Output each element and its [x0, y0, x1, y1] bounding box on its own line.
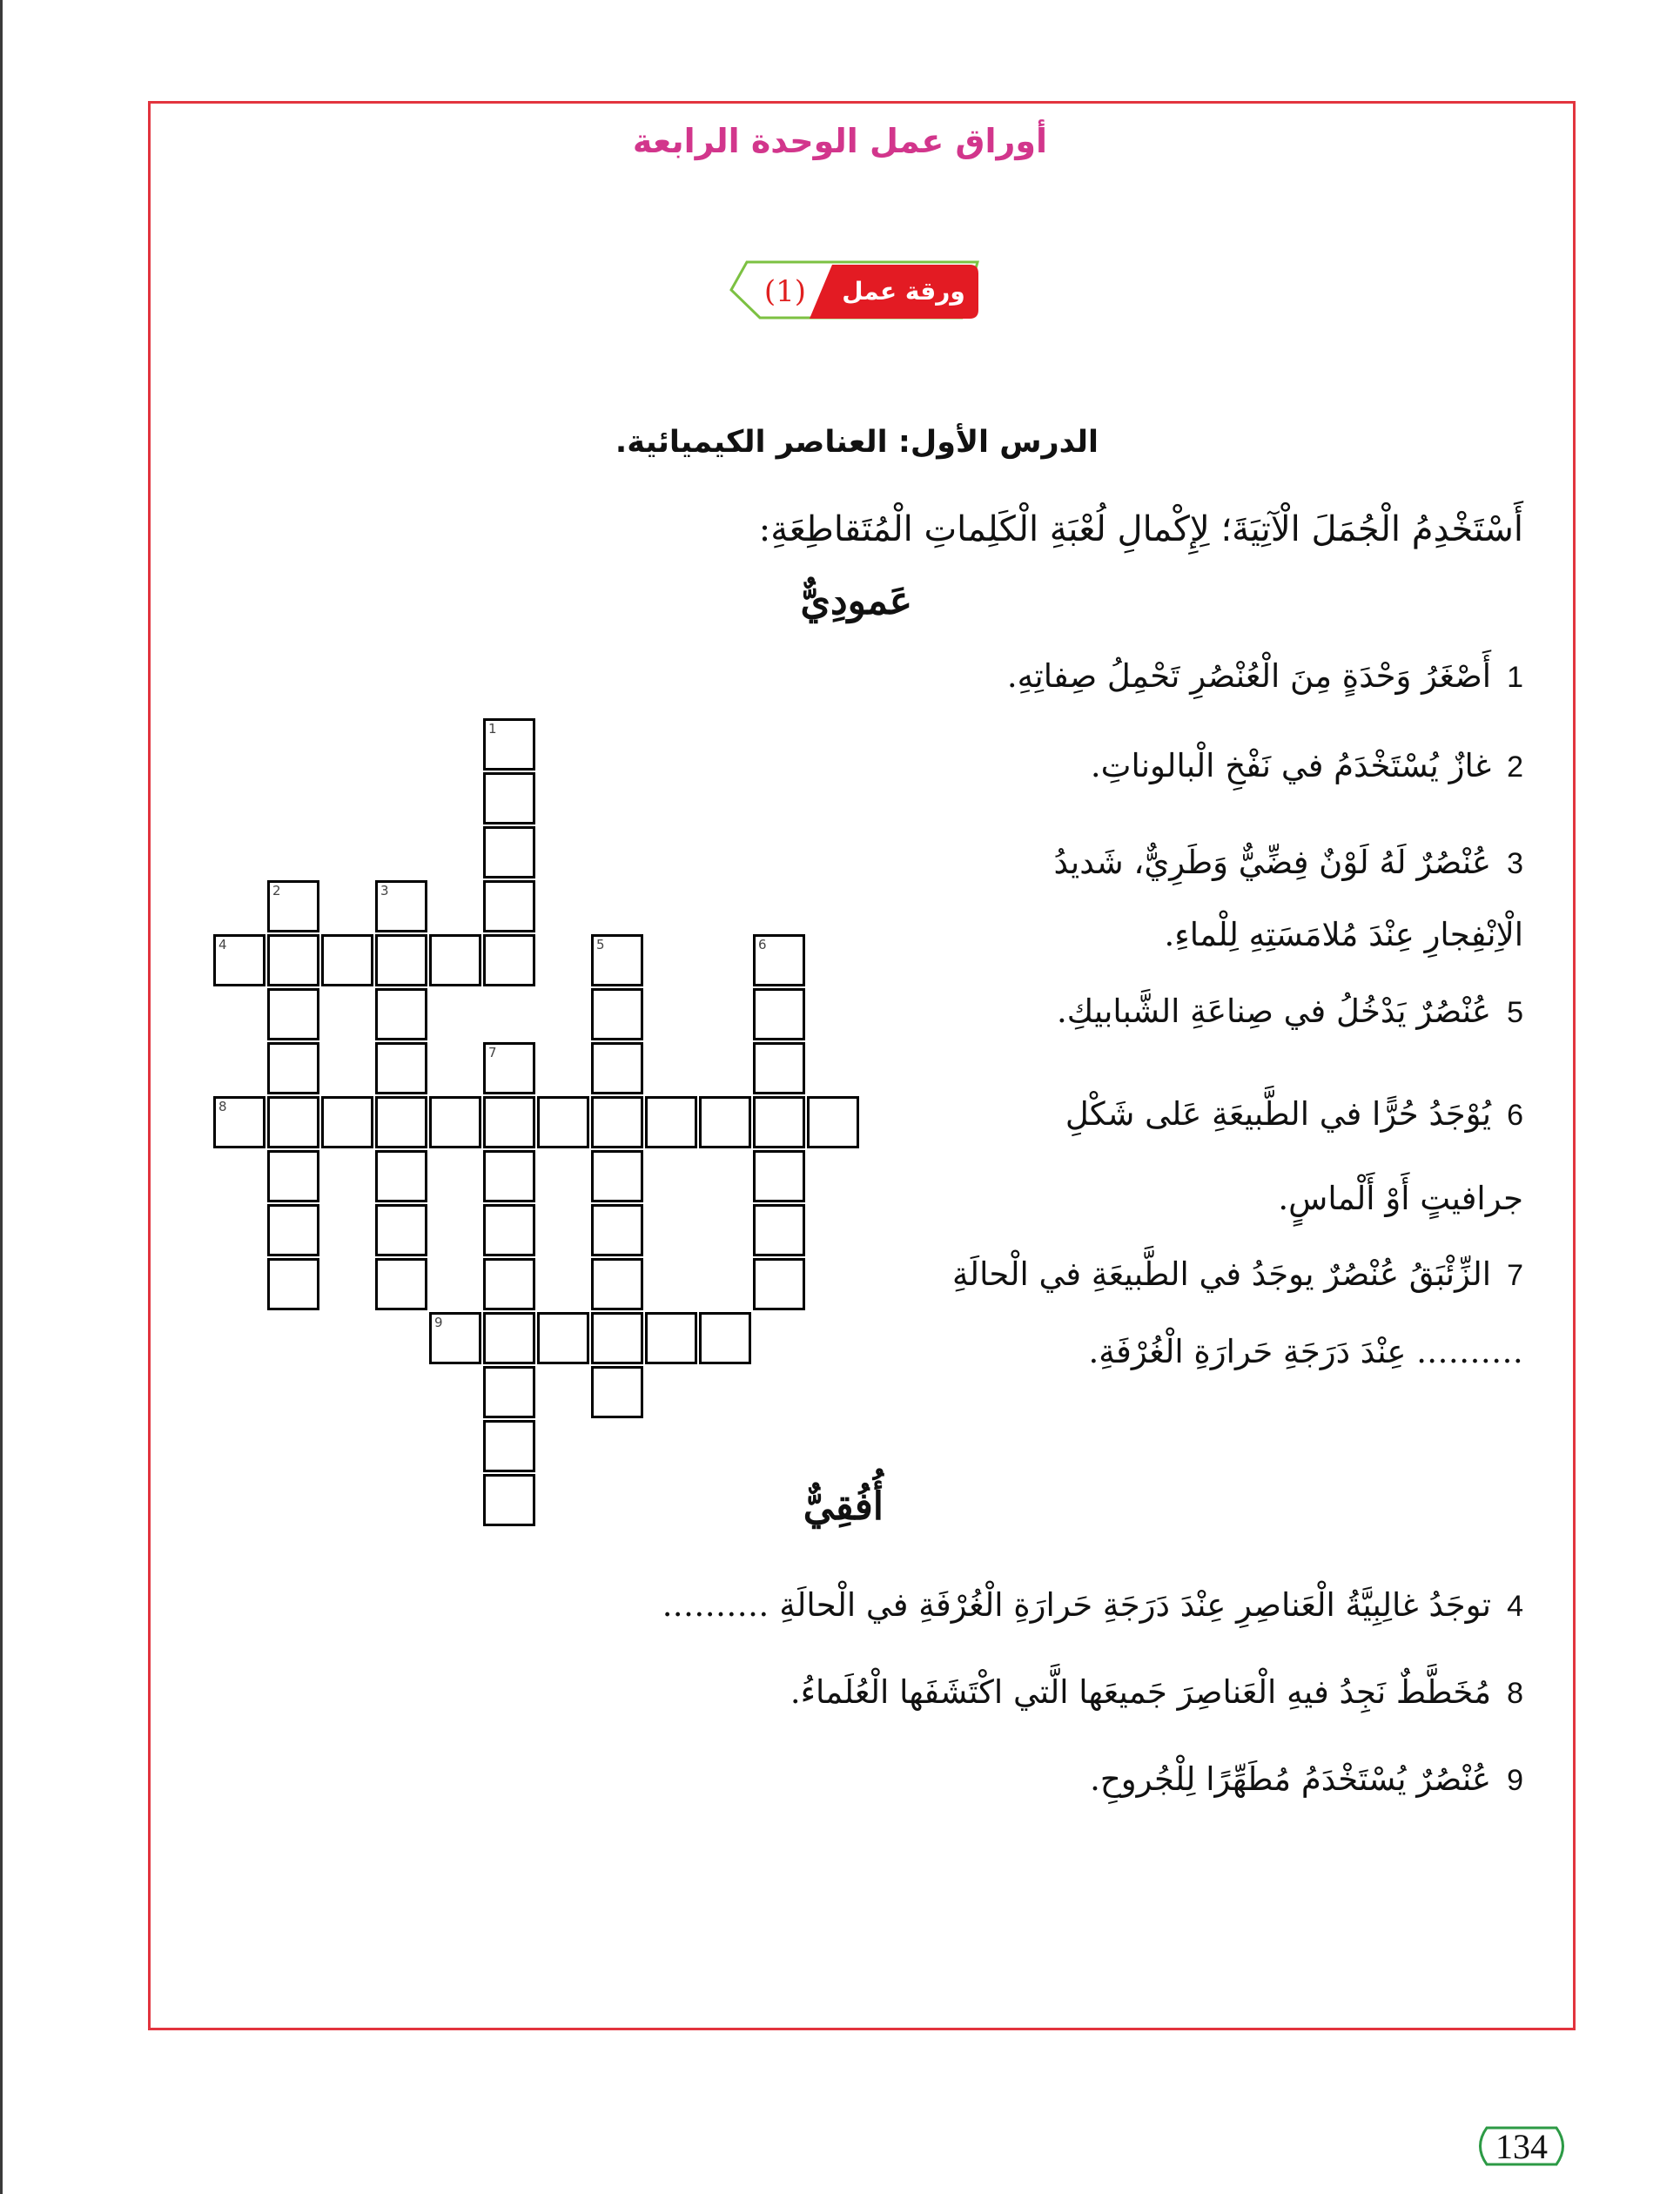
- crossword-cell: [537, 1312, 589, 1364]
- clue-number: 7: [1507, 1259, 1523, 1292]
- crossword-cell: [483, 772, 535, 824]
- crossword-cell: [537, 1096, 589, 1148]
- unit-title: أوراق عمل الوحدة الرابعة: [632, 122, 1048, 160]
- instruction-text: أَسْتَخْدِمُ الْجُمَلَ الْآتِيَةَ؛ لِإِكْمالِ لُعْبَةِ الْكَلِماتِ الْمُتَقاطِعَةِ:: [758, 509, 1523, 549]
- crossword-grid: [213, 718, 875, 1415]
- crossword-cell: [483, 1258, 535, 1310]
- vertical-clue-1: [1007, 657, 1523, 695]
- crossword-cell: [267, 1204, 319, 1256]
- crossword-cell: [591, 1366, 643, 1418]
- horizontal-heading: أُفُقِيٌّ: [803, 1484, 884, 1529]
- crossword-cell: [375, 934, 427, 986]
- crossword-cell: [483, 1474, 535, 1526]
- crossword-cell: [375, 988, 427, 1040]
- crossword-cell: [807, 1096, 859, 1148]
- badge-number: (1): [763, 274, 807, 309]
- clue-text-line-2: ………. عِنْدَ دَرَجَةِ حَرارَةِ الْغُرْفَةِ.: [1088, 1333, 1523, 1370]
- vertical-clue-7: [952, 1236, 1523, 1390]
- clue-text-line-2: الْاِنْفِجارِ عِنْدَ مُلامَسَتِهِ لِلْماءِ.: [1164, 916, 1523, 953]
- vertical-clue-2: [1091, 747, 1523, 784]
- crossword-cell: [483, 934, 535, 986]
- crossword-cell: [375, 1150, 427, 1202]
- clue-text: الزِّئْبَقُ عُنْصُرٌ يوجَدُ في الطَّبيعَةِ في الْحالَةِ: [951, 1255, 1492, 1293]
- crossword-cell: [591, 1312, 643, 1364]
- crossword-cell: [483, 1312, 535, 1364]
- crossword-cell: [483, 1096, 535, 1148]
- clue-text: توجَدُ غالِبِيَّةُ الْعَناصِرِ عِنْدَ دَرَجَةِ حَرارَةِ الْغُرْفَةِ في الْحالَةِ ……….: [662, 1586, 1492, 1624]
- page-number-box: [1471, 2125, 1572, 2167]
- crossword-cell: [267, 1096, 319, 1148]
- crossword-number-label: 4: [218, 937, 227, 952]
- lesson-title: الدرس الأول: العناصر الكيميائية.: [615, 425, 1099, 460]
- crossword-cell: [429, 934, 481, 986]
- crossword-cell: [591, 1096, 643, 1148]
- crossword-cell: [375, 1042, 427, 1094]
- clue-text: أَصْغَرُ وَحْدَةٍ مِنَ الْعُنْصُرِ تَحْمِلُ صِفاتِهِ.: [1006, 657, 1492, 695]
- vertical-clue-5: [1057, 993, 1523, 1030]
- crossword-cell: [483, 880, 535, 932]
- crossword-cell: [375, 1258, 427, 1310]
- crossword-cell: [483, 1204, 535, 1256]
- vertical-clue-6: [1065, 1073, 1523, 1241]
- crossword-number-label: 6: [758, 937, 767, 952]
- horizontal-clue-4: [662, 1586, 1523, 1624]
- clue-text: يُوْجَدُ حُرًّا في الطَّبيعَةِ عَلى شَكْلِ: [1065, 1095, 1492, 1133]
- crossword-cell: [483, 1366, 535, 1418]
- crossword-cell: [375, 1096, 427, 1148]
- clue-text-line-2: جرافيتٍ أَوْ أَلْماسٍ.: [1278, 1180, 1523, 1217]
- crossword-cell: [753, 1258, 805, 1310]
- crossword-cell: [483, 1420, 535, 1472]
- vertical-heading: عَمودِيٌّ: [800, 579, 912, 623]
- horizontal-clue-9: [1090, 1760, 1523, 1798]
- crossword-cell: [267, 1150, 319, 1202]
- crossword-cell: [591, 988, 643, 1040]
- crossword-number-label: 2: [272, 883, 281, 898]
- crossword-cell: [753, 1042, 805, 1094]
- vertical-clue-3: [1053, 827, 1523, 971]
- crossword-cell: [753, 1150, 805, 1202]
- crossword-cell: [591, 1258, 643, 1310]
- crossword-cell: [321, 1096, 373, 1148]
- crossword-cell: [699, 1096, 751, 1148]
- crossword-cell: [267, 934, 319, 986]
- clue-text: عُنْصُرٌ لَهُ لَوْنٌ فِضِّيٌّ وَطَرِيٌّ، شَديدُ: [1053, 844, 1492, 881]
- crossword-cell: [267, 1258, 319, 1310]
- clue-text: غازٌ يُسْتَخْدَمُ في نَفْخِ الْبالوناتِ.: [1090, 747, 1492, 784]
- page-number: 134: [1495, 2127, 1548, 2166]
- worksheet-badge: [729, 259, 982, 320]
- crossword-number-label: 3: [380, 883, 389, 898]
- clue-text: عُنْصُرٌ يَدْخُلُ في صِناعَةِ الشَّبابيكِ.: [1056, 993, 1492, 1030]
- clue-text: مُخَطَّطٌ نَجِدُ فيهِ الْعَناصِرَ جَميعَها الَّتي اكْتَشَفَها الْعُلَماءُ.: [790, 1673, 1492, 1711]
- clue-number: 2: [1507, 750, 1523, 784]
- crossword-number-label: 1: [488, 721, 497, 737]
- clue-number: 1: [1507, 661, 1523, 694]
- clue-number: 3: [1507, 847, 1523, 880]
- crossword-number-label: 7: [488, 1045, 497, 1060]
- crossword-cell: [645, 1312, 697, 1364]
- clue-number: 6: [1507, 1099, 1523, 1132]
- crossword-number-label: 9: [434, 1315, 443, 1330]
- clue-number: 8: [1507, 1677, 1523, 1710]
- crossword-number-label: 8: [218, 1099, 227, 1114]
- crossword-cell: [753, 1096, 805, 1148]
- crossword-cell: [429, 1096, 481, 1148]
- crossword-cell: [591, 1150, 643, 1202]
- page-edge: [0, 0, 3, 2194]
- crossword-cell: [699, 1312, 751, 1364]
- crossword-cell: [321, 934, 373, 986]
- crossword-cell: [483, 826, 535, 878]
- crossword-cell: [591, 1042, 643, 1094]
- clue-text: عُنْصُرٌ يُسْتَخْدَمُ مُطَهِّرًا لِلْجُروحِ.: [1090, 1760, 1492, 1798]
- horizontal-clue-8: [790, 1673, 1523, 1711]
- crossword-number-label: 5: [596, 937, 605, 952]
- crossword-cell: [753, 988, 805, 1040]
- crossword-cell: [267, 1042, 319, 1094]
- clue-number: 9: [1507, 1764, 1523, 1797]
- crossword-cell: [591, 1204, 643, 1256]
- clue-number: 4: [1507, 1590, 1523, 1623]
- badge-label: ورقة عمل: [842, 277, 965, 306]
- crossword-cell: [645, 1096, 697, 1148]
- clue-number: 5: [1507, 996, 1523, 1029]
- crossword-cell: [753, 1204, 805, 1256]
- crossword-cell: [375, 1204, 427, 1256]
- crossword-cell: [267, 988, 319, 1040]
- crossword-cell: [483, 1150, 535, 1202]
